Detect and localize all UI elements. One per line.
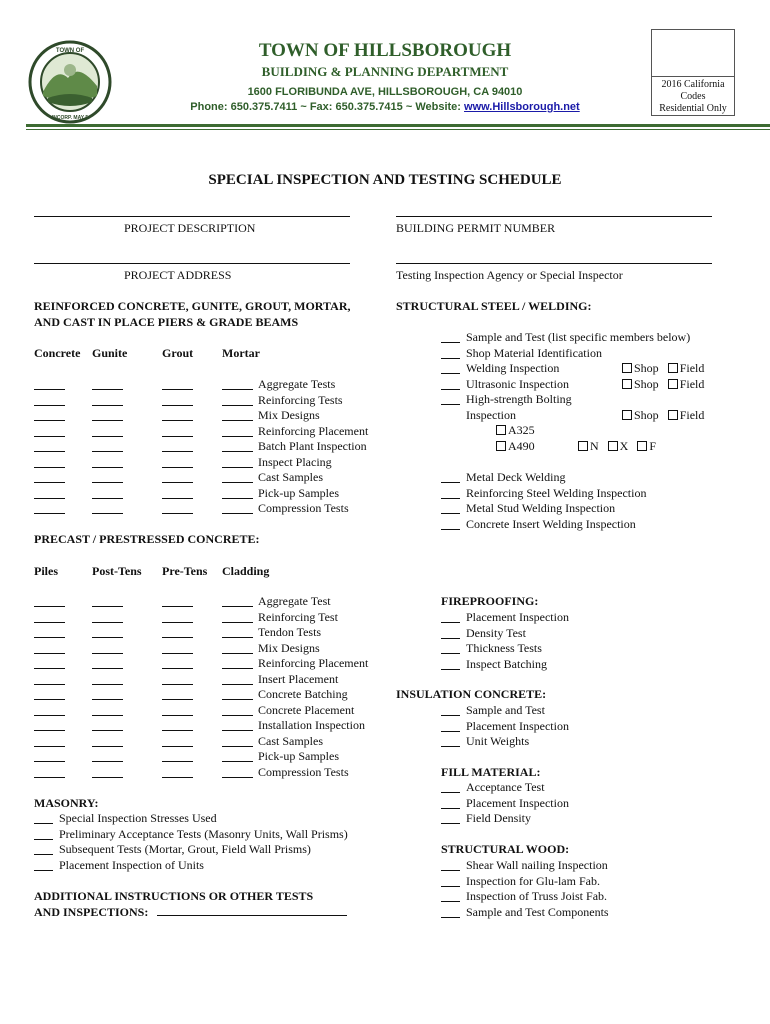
concrete-item-label: Mix Designs [258,408,320,422]
x-checkbox[interactable] [608,441,618,451]
concrete-blank[interactable] [34,472,65,483]
concrete-blank[interactable] [92,457,123,468]
codes-box [651,29,735,116]
precast-blank[interactable] [222,767,253,778]
codes-line-3: Residential Only [659,103,727,114]
concrete-blank[interactable] [34,410,65,421]
insulation-blank[interactable] [441,736,460,747]
fireproofing-blank[interactable] [441,643,460,654]
precast-blank[interactable] [34,658,65,669]
concrete-col-gunite: Gunite [92,346,128,360]
concrete-item-label: Inspect Placing [258,454,332,469]
precast-blank[interactable] [34,751,65,762]
masonry-blank[interactable] [34,844,53,855]
additional-label: AND INSPECTIONS: [34,905,149,919]
fill-title: FILL MATERIAL: [441,765,541,779]
concrete-title-1: REINFORCED CONCRETE, GUNITE, GROUT, MORTAR, [34,299,351,313]
concrete-blank[interactable] [34,441,65,452]
steel-welding-item-label: Metal Stud Welding Inspection [466,501,616,515]
steel-shop-field-bolting [622,408,704,423]
masonry-item-label: Special Inspection Stresses Used [59,811,217,825]
concrete-blank[interactable] [92,426,123,437]
precast-blank[interactable] [222,674,253,685]
precast-blank[interactable] [92,658,123,669]
fill-item-label: Acceptance Test [466,780,545,794]
precast-blank[interactable] [34,720,65,731]
precast-blank[interactable] [222,689,253,700]
masonry-item-label: Preliminary Acceptance Tests (Masonry Units, Wall Prisms) [59,826,348,841]
codes-line-1: 2016 California [661,79,725,90]
form-title: SPECIAL INSPECTION AND TESTING SCHEDULE [208,172,562,188]
concrete-blank[interactable] [222,472,253,483]
masonry-blank[interactable] [34,860,53,871]
precast-col-piles: Piles [34,564,58,578]
svg-text:TOWN OF: TOWN OF [55,48,85,54]
precast-item-label: Concrete Batching [258,687,348,701]
precast-item-label: Aggregate Test [258,594,331,608]
steel-welding-item-label: Reinforcing Steel Welding Inspection [466,485,647,500]
fireproofing-item-label: Thickness Tests [466,641,542,655]
a325-checkbox[interactable] [496,425,506,435]
precast-blank[interactable] [92,736,123,747]
wood-title: STRUCTURAL WOOD: [441,842,570,856]
precast-col-cladding: Cladding [222,564,270,578]
precast-blank[interactable] [34,643,65,654]
fireproofing-blank[interactable] [441,612,460,623]
precast-blank[interactable] [92,689,123,700]
a490-label: A490 [508,439,535,453]
precast-item-label: Mix Designs [258,640,320,655]
steel-blank[interactable] [441,348,460,359]
contact-line [120,101,650,113]
steel-welding-item-label: Concrete Insert Welding Inspection [466,516,636,531]
permit-number-label: BUILDING PERMIT NUMBER [396,221,556,235]
masonry-title: MASONRY: [34,796,99,810]
steel-blank[interactable] [441,394,460,405]
concrete-blank[interactable] [92,410,123,421]
bolting-inspection-label: Inspection [466,408,516,422]
wood-item-label: Sample and Test Components [466,904,609,919]
testing-agency-line[interactable] [396,263,712,264]
concrete-blank[interactable] [162,379,193,390]
precast-blank[interactable] [92,596,123,607]
precast-blank[interactable] [162,596,193,607]
masonry-blank[interactable] [34,813,53,824]
masonry-item-label: Subsequent Tests (Mortar, Grout, Field Wall Prisms) [59,842,311,856]
precast-blank[interactable] [222,720,253,731]
fireproofing-blank[interactable] [441,628,460,639]
concrete-blank[interactable] [34,503,65,514]
masonry-blank[interactable] [34,829,53,840]
wood-item-label: Inspection of Truss Joist Fab. [466,889,608,903]
concrete-blank[interactable] [162,426,193,437]
precast-blank[interactable] [34,674,65,685]
fill-item-label: Field Density [466,811,531,825]
precast-blank[interactable] [222,627,253,638]
precast-blank[interactable] [222,612,253,623]
steel-item-label: Welding Inspection [466,361,560,375]
precast-blank[interactable] [162,674,193,685]
steel-a490-row [496,439,535,454]
precast-blank[interactable] [34,736,65,747]
concrete-blank[interactable] [34,488,65,499]
concrete-blank[interactable] [34,379,65,390]
concrete-blank[interactable] [92,395,123,406]
concrete-blank[interactable] [92,488,123,499]
steel-welding-blank[interactable] [441,472,460,483]
steel-shop-field-ultrasonic [622,377,704,392]
concrete-blank[interactable] [222,410,253,421]
concrete-blank[interactable] [162,410,193,421]
steel-welding-blank[interactable] [441,503,460,514]
additional-instructions-field[interactable] [157,905,347,916]
precast-blank[interactable] [162,689,193,700]
wood-blank[interactable] [441,876,460,887]
precast-blank[interactable] [34,627,65,638]
concrete-blank[interactable] [222,503,253,514]
fireproofing-item-label: Density Test [466,625,526,640]
n-checkbox[interactable] [578,441,588,451]
header-rule [26,124,770,127]
codes-box-blank [652,30,734,77]
project-address-line[interactable] [34,263,350,264]
concrete-blank[interactable] [222,395,253,406]
insulation-item-label: Placement Inspection [466,718,569,733]
steel-welding-blank[interactable] [441,519,460,530]
steel-blank[interactable] [441,363,460,374]
precast-blank[interactable] [222,736,253,747]
n-label: N [590,439,599,453]
fireproofing-blank[interactable] [441,659,460,670]
concrete-title-2: AND CAST IN PLACE PIERS & GRADE BEAMS [34,315,299,329]
fireproofing-title: FIREPROOFING: [441,594,539,608]
bolting-field-label: Field [679,408,705,422]
bolting-shop-checkbox[interactable] [622,410,632,420]
insulation-item-label: Sample and Test [466,703,545,717]
fireproofing-item-label: Inspect Batching [466,656,547,671]
steel-shop-field-welding [622,361,704,376]
precast-blank[interactable] [222,643,253,654]
precast-col-pre-tens: Pre-Tens [162,564,208,578]
precast-blank[interactable] [34,689,65,700]
ultrasonic-field-checkbox[interactable] [668,379,678,389]
fill-blank[interactable] [441,798,460,809]
steel-item-label: High-strength Bolting [466,392,572,406]
steel-nxf-row [578,439,656,454]
codes-line-2: Codes [680,91,706,102]
steel-blank[interactable] [441,332,460,343]
precast-blank[interactable] [162,720,193,731]
precast-item-label: Reinforcing Placement [258,656,369,670]
precast-blank[interactable] [92,720,123,731]
precast-item-label: Pick-up Samples [258,749,339,763]
steel-blank[interactable] [441,379,460,390]
precast-blank[interactable] [162,705,193,716]
concrete-col-concrete: Concrete [34,346,81,360]
steel-welding-item-label: Metal Deck Welding [466,470,566,484]
concrete-item-label: Compression Tests [258,501,349,515]
precast-blank[interactable] [162,627,193,638]
project-description-line[interactable] [34,216,350,217]
precast-item-label: Insert Placement [258,671,339,686]
precast-blank[interactable] [34,767,65,778]
seal-icon [28,40,112,124]
concrete-blank[interactable] [222,488,253,499]
concrete-item-label: Reinforcing Tests [258,392,343,407]
concrete-blank[interactable] [92,472,123,483]
concrete-blank[interactable] [162,457,193,468]
concrete-col-grout: Grout [162,346,194,360]
precast-blank[interactable] [222,658,253,669]
precast-blank[interactable] [162,751,193,762]
concrete-blank[interactable] [34,457,65,468]
steel-item-label: Sample and Test (list specific members below) [466,330,691,344]
fill-blank[interactable] [441,813,460,824]
precast-item-label: Installation Inspection [258,718,365,732]
fill-blank[interactable] [441,782,460,793]
a490-checkbox[interactable] [496,441,506,451]
bolting-field-checkbox[interactable] [668,410,678,420]
concrete-blank[interactable] [92,379,123,390]
steel-item-label: Ultrasonic Inspection [466,376,569,391]
precast-blank[interactable] [162,736,193,747]
project-address-label: PROJECT ADDRESS [124,268,232,282]
precast-blank[interactable] [222,751,253,762]
permit-number-line[interactable] [396,216,712,217]
town-name: TOWN OF HILLSBOROUGH [258,40,512,61]
precast-title: PRECAST / PRESTRESSED CONCRETE: [34,532,260,546]
a325-label: A325 [508,423,535,437]
testing-agency-label: Testing Inspection Agency or Special Inspector [396,268,623,282]
precast-blank[interactable] [92,627,123,638]
wood-blank[interactable] [441,891,460,902]
concrete-blank[interactable] [162,488,193,499]
masonry-item-label: Placement Inspection of Units [59,857,204,872]
concrete-col-mortar: Mortar [222,346,260,360]
welding-shop-checkbox[interactable] [622,363,632,373]
additional-title-1: ADDITIONAL INSTRUCTIONS OR OTHER TESTS [34,889,314,903]
precast-item-label: Cast Samples [258,733,323,748]
precast-blank[interactable] [34,596,65,607]
precast-blank[interactable] [92,767,123,778]
concrete-blank[interactable] [222,441,253,452]
concrete-blank[interactable] [162,441,193,452]
precast-blank[interactable] [222,596,253,607]
wood-item-label: Inspection for Glu-lam Fab. [466,873,600,888]
f-label: F [649,439,657,453]
concrete-blank[interactable] [92,503,123,514]
concrete-item-label: Reinforcing Placement [258,423,369,438]
bolting-shop-label: Shop [634,408,659,422]
department-name: BUILDING & PLANNING DEPARTMENT [261,64,509,79]
website-link[interactable]: www.Hillsborough.net [464,101,580,113]
precast-item-label: Compression Tests [258,764,349,779]
welding-shop-label: Shop [634,361,659,375]
precast-item-label: Concrete Placement [258,702,355,717]
insulation-title: INSULATION CONCRETE: [396,687,547,701]
welding-field-checkbox[interactable] [668,363,678,373]
town-seal [28,40,112,124]
precast-item-label: Tendon Tests [258,625,322,639]
steel-item-label: Shop Material Identification [466,345,602,360]
additional-title-2 [34,905,347,920]
ultrasonic-shop-checkbox[interactable] [622,379,632,389]
concrete-blank[interactable] [222,379,253,390]
precast-blank[interactable] [92,751,123,762]
x-label: X [619,439,629,453]
precast-blank[interactable] [92,643,123,654]
ultrasonic-shop-label: Shop [634,377,659,391]
precast-blank[interactable] [92,612,123,623]
wood-item-label: Shear Wall nailing Inspection [466,858,608,872]
department-address: 1600 FLORIBUNDA AVE, HILLSBOROUGH, CA 94010 [247,86,523,98]
precast-blank[interactable] [162,612,193,623]
concrete-blank[interactable] [34,426,65,437]
project-description-label: PROJECT DESCRIPTION [124,221,256,235]
concrete-item-label: Cast Samples [258,470,323,484]
precast-col-post-tens: Post-Tens [92,564,142,578]
precast-blank[interactable] [92,674,123,685]
precast-blank[interactable] [34,612,65,623]
svg-text:INCORP. MAY 5: INCORP. MAY 5 [51,115,89,121]
precast-item-label: Reinforcing Test [258,609,338,624]
steel-welding-blank[interactable] [441,488,460,499]
steel-inspection-row [466,408,516,423]
concrete-blank[interactable] [162,503,193,514]
concrete-item-label: Aggregate Tests [258,377,336,391]
concrete-blank[interactable] [222,457,253,468]
f-checkbox[interactable] [637,441,647,451]
header-rule-thin [26,129,770,130]
concrete-blank[interactable] [162,472,193,483]
concrete-blank[interactable] [162,395,193,406]
precast-blank[interactable] [162,658,193,669]
welding-field-label: Field [679,361,705,375]
insulation-blank[interactable] [441,705,460,716]
precast-blank[interactable] [162,767,193,778]
insulation-item-label: Unit Weights [466,734,530,748]
precast-blank[interactable] [34,705,65,716]
contact-info: Phone: 650.375.7411 ~ Fax: 650.375.7415 ~ Website: [190,101,465,113]
concrete-blank[interactable] [92,441,123,452]
wood-blank[interactable] [441,860,460,871]
precast-blank[interactable] [162,643,193,654]
concrete-item-label: Batch Plant Inspection [258,439,367,453]
fill-item-label: Placement Inspection [466,795,569,810]
fireproofing-item-label: Placement Inspection [466,610,569,624]
wood-blank[interactable] [441,907,460,918]
concrete-item-label: Pick-up Samples [258,485,339,500]
precast-blank[interactable] [92,705,123,716]
steel-a325-row [496,423,535,438]
precast-blank[interactable] [222,705,253,716]
insulation-blank[interactable] [441,721,460,732]
ultrasonic-field-label: Field [679,377,705,391]
concrete-blank[interactable] [222,426,253,437]
concrete-blank[interactable] [34,395,65,406]
steel-title: STRUCTURAL STEEL / WELDING: [396,299,592,313]
